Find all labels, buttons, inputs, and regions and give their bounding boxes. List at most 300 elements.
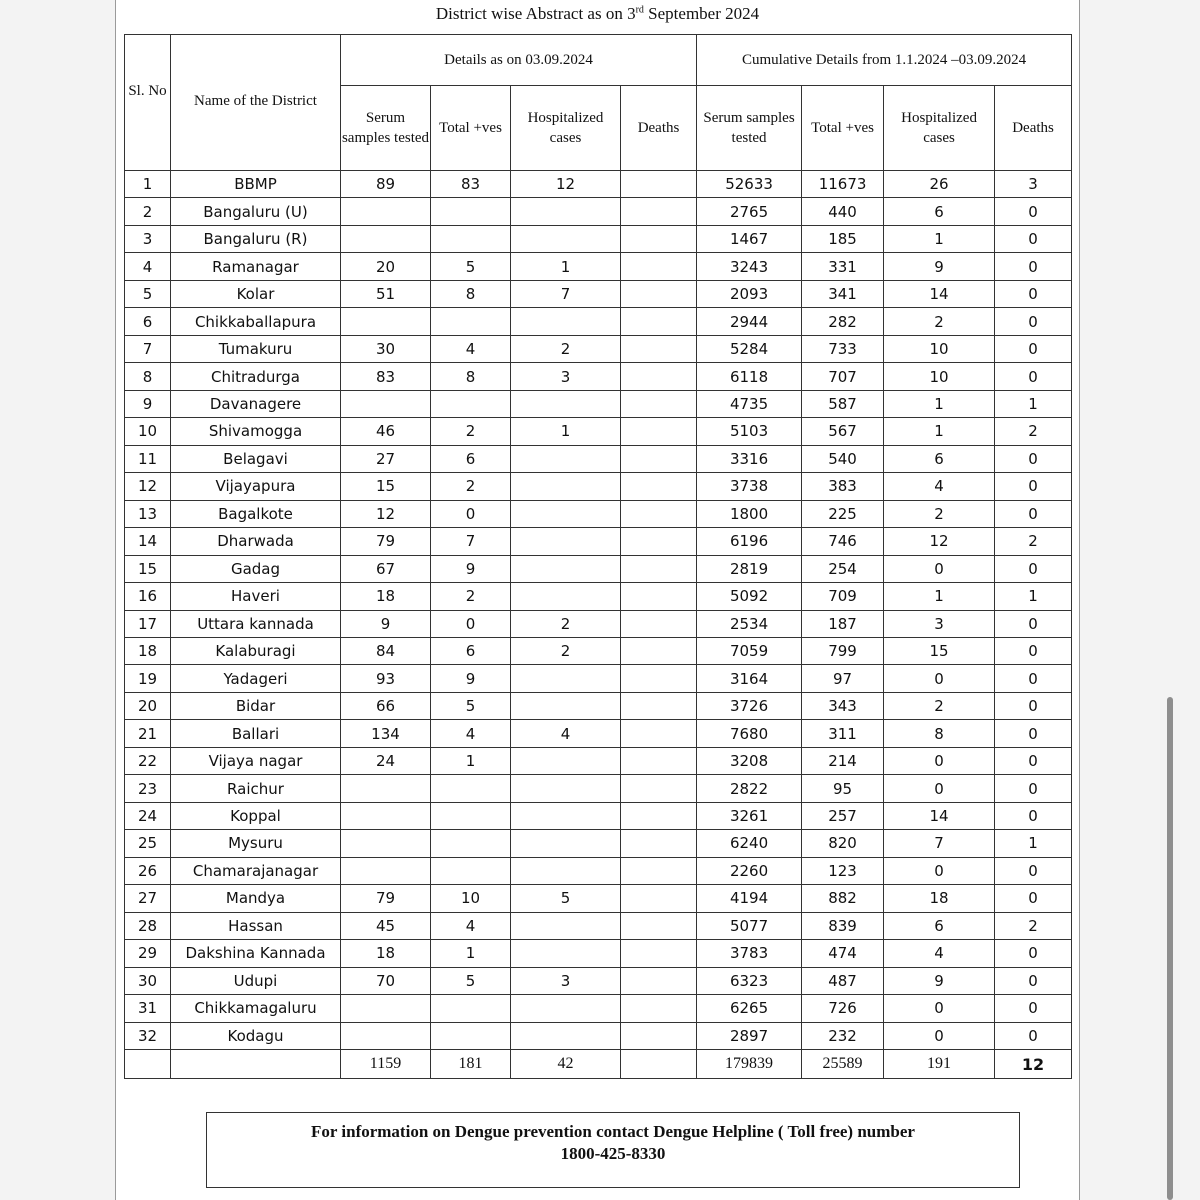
cell-total-ves-cumulative: 567 bbox=[802, 418, 884, 445]
header-cumulative-group: Cumulative Details from 1.1.2024 –03.09.2024 bbox=[697, 35, 1072, 86]
cell-deaths-cumulative: 0 bbox=[995, 692, 1072, 719]
cell-district: Vijaya nagar bbox=[171, 747, 341, 774]
cell-serum-daily: 70 bbox=[341, 967, 431, 994]
cell-serum-daily: 12 bbox=[341, 500, 431, 527]
cell-deaths-daily bbox=[621, 967, 697, 994]
cell-sl-no: 26 bbox=[125, 857, 171, 884]
total-total-ves-cumulative: 25589 bbox=[802, 1050, 884, 1079]
cell-deaths-daily bbox=[621, 747, 697, 774]
cell-hospitalized-cumulative: 12 bbox=[884, 528, 995, 555]
cell-serum-daily: 51 bbox=[341, 280, 431, 307]
cell-deaths-cumulative: 0 bbox=[995, 747, 1072, 774]
cell-serum-cumulative: 2822 bbox=[697, 775, 802, 802]
cell-serum-cumulative: 3726 bbox=[697, 692, 802, 719]
cell-deaths-daily bbox=[621, 363, 697, 390]
table-row bbox=[125, 363, 1072, 390]
cell-total-ves-daily: 5 bbox=[431, 692, 511, 719]
cell-deaths-daily bbox=[621, 940, 697, 967]
cell-deaths-cumulative: 0 bbox=[995, 198, 1072, 225]
cell-total-ves-cumulative: 709 bbox=[802, 583, 884, 610]
table-row bbox=[125, 528, 1072, 555]
cell-serum-daily bbox=[341, 802, 431, 829]
header-serum-daily: Serum samples tested bbox=[341, 86, 431, 171]
cell-district: BBMP bbox=[171, 171, 341, 198]
cell-deaths-daily bbox=[621, 885, 697, 912]
cell-total-ves-daily: 6 bbox=[431, 445, 511, 472]
cell-district: Chikkamagaluru bbox=[171, 995, 341, 1022]
cell-serum-daily: 83 bbox=[341, 363, 431, 390]
cell-district: Haveri bbox=[171, 583, 341, 610]
cell-total-ves-cumulative: 311 bbox=[802, 720, 884, 747]
table-row bbox=[125, 280, 1072, 307]
cell-hospitalized-daily bbox=[511, 308, 621, 335]
cell-total-ves-daily: 9 bbox=[431, 665, 511, 692]
cell-total-ves-daily: 8 bbox=[431, 363, 511, 390]
cell-district: Bangaluru (U) bbox=[171, 198, 341, 225]
helpline-number: 1800-425-8330 bbox=[560, 1144, 666, 1163]
cell-serum-cumulative: 5077 bbox=[697, 912, 802, 939]
cell-total-ves-cumulative: 839 bbox=[802, 912, 884, 939]
cell-total-ves-daily: 8 bbox=[431, 280, 511, 307]
cell-deaths-cumulative: 0 bbox=[995, 363, 1072, 390]
title-prefix: District wise Abstract as on 3 bbox=[435, 4, 636, 23]
cell-hospitalized-cumulative: 2 bbox=[884, 692, 995, 719]
cell-deaths-daily bbox=[621, 830, 697, 857]
cell-hospitalized-cumulative: 2 bbox=[884, 308, 995, 335]
cell-serum-cumulative: 6196 bbox=[697, 528, 802, 555]
cell-district: Yadageri bbox=[171, 665, 341, 692]
cell-serum-daily bbox=[341, 857, 431, 884]
cell-hospitalized-cumulative: 0 bbox=[884, 775, 995, 802]
cell-sl-no: 28 bbox=[125, 912, 171, 939]
cell-district: Shivamogga bbox=[171, 418, 341, 445]
cell-serum-daily: 67 bbox=[341, 555, 431, 582]
cell-hospitalized-cumulative: 0 bbox=[884, 665, 995, 692]
cell-total-ves-daily: 4 bbox=[431, 335, 511, 362]
cell-serum-daily: 134 bbox=[341, 720, 431, 747]
cell-deaths-cumulative: 0 bbox=[995, 802, 1072, 829]
cell-hospitalized-daily bbox=[511, 692, 621, 719]
cell-sl-no: 29 bbox=[125, 940, 171, 967]
cell-sl-no: 9 bbox=[125, 390, 171, 417]
cell-serum-daily: 45 bbox=[341, 912, 431, 939]
cell-hospitalized-cumulative: 18 bbox=[884, 885, 995, 912]
table-row bbox=[125, 802, 1072, 829]
cell-total-ves-daily: 0 bbox=[431, 500, 511, 527]
table-row bbox=[125, 225, 1072, 252]
cell-total-ves-cumulative: 882 bbox=[802, 885, 884, 912]
table-row bbox=[125, 747, 1072, 774]
cell-deaths-daily bbox=[621, 390, 697, 417]
cell-total-ves-cumulative: 185 bbox=[802, 225, 884, 252]
cell-deaths-daily bbox=[621, 280, 697, 307]
cell-deaths-daily bbox=[621, 198, 697, 225]
cell-serum-daily: 9 bbox=[341, 610, 431, 637]
cell-total-ves-daily: 6 bbox=[431, 637, 511, 664]
cell-district: Ramanagar bbox=[171, 253, 341, 280]
cell-district: Belagavi bbox=[171, 445, 341, 472]
cell-serum-daily: 20 bbox=[341, 253, 431, 280]
cell-total-ves-cumulative: 97 bbox=[802, 665, 884, 692]
cell-hospitalized-daily bbox=[511, 1022, 621, 1049]
cell-hospitalized-cumulative: 14 bbox=[884, 802, 995, 829]
cell-total-ves-daily: 1 bbox=[431, 747, 511, 774]
cell-deaths-cumulative: 0 bbox=[995, 610, 1072, 637]
total-hospitalized-cumulative: 191 bbox=[884, 1050, 995, 1079]
cell-serum-daily bbox=[341, 1022, 431, 1049]
cell-serum-cumulative: 1467 bbox=[697, 225, 802, 252]
cell-total-ves-cumulative: 799 bbox=[802, 637, 884, 664]
cell-district: Gadag bbox=[171, 555, 341, 582]
helpline-text: For information on Dengue prevention contact Dengue Helpline ( Toll free) number bbox=[311, 1122, 915, 1141]
cell-hospitalized-cumulative: 1 bbox=[884, 583, 995, 610]
header-total-ves-daily: Total +ves bbox=[431, 86, 511, 171]
header-total-ves-cumulative: Total +ves bbox=[802, 86, 884, 171]
cell-total-ves-daily bbox=[431, 830, 511, 857]
title-superscript: rd bbox=[635, 4, 644, 16]
total-serum-cumulative: 179839 bbox=[697, 1050, 802, 1079]
cell-hospitalized-cumulative: 0 bbox=[884, 857, 995, 884]
cell-district: Mysuru bbox=[171, 830, 341, 857]
cell-serum-cumulative: 1800 bbox=[697, 500, 802, 527]
total-serum-daily: 1159 bbox=[341, 1050, 431, 1079]
cell-hospitalized-daily bbox=[511, 555, 621, 582]
cell-sl-no: 3 bbox=[125, 225, 171, 252]
cell-sl-no: 22 bbox=[125, 747, 171, 774]
cell-serum-daily: 30 bbox=[341, 335, 431, 362]
total-sl-no bbox=[125, 1050, 171, 1079]
cell-hospitalized-cumulative: 7 bbox=[884, 830, 995, 857]
cell-district: Chikkaballapura bbox=[171, 308, 341, 335]
cell-hospitalized-daily: 12 bbox=[511, 171, 621, 198]
cell-district: Davanagere bbox=[171, 390, 341, 417]
cell-hospitalized-daily bbox=[511, 665, 621, 692]
cell-district: Udupi bbox=[171, 967, 341, 994]
cell-hospitalized-daily: 2 bbox=[511, 335, 621, 362]
cell-sl-no: 13 bbox=[125, 500, 171, 527]
table-row bbox=[125, 583, 1072, 610]
cell-hospitalized-cumulative: 14 bbox=[884, 280, 995, 307]
cell-hospitalized-daily bbox=[511, 225, 621, 252]
cell-total-ves-cumulative: 487 bbox=[802, 967, 884, 994]
cell-serum-daily: 84 bbox=[341, 637, 431, 664]
cell-hospitalized-daily bbox=[511, 775, 621, 802]
cell-total-ves-daily bbox=[431, 857, 511, 884]
table-row bbox=[125, 967, 1072, 994]
cell-deaths-cumulative: 0 bbox=[995, 280, 1072, 307]
cell-sl-no: 15 bbox=[125, 555, 171, 582]
cell-serum-daily bbox=[341, 390, 431, 417]
page-title bbox=[116, 4, 1079, 24]
cell-district: Chamarajanagar bbox=[171, 857, 341, 884]
cell-serum-cumulative: 3738 bbox=[697, 473, 802, 500]
total-total-ves-daily: 181 bbox=[431, 1050, 511, 1079]
cell-district: Ballari bbox=[171, 720, 341, 747]
header-deaths-cumulative: Deaths bbox=[995, 86, 1072, 171]
cell-district: Kalaburagi bbox=[171, 637, 341, 664]
cell-serum-cumulative: 3208 bbox=[697, 747, 802, 774]
cell-hospitalized-daily bbox=[511, 583, 621, 610]
cell-serum-daily bbox=[341, 198, 431, 225]
table-row bbox=[125, 720, 1072, 747]
total-deaths-daily bbox=[621, 1050, 697, 1079]
cell-sl-no: 17 bbox=[125, 610, 171, 637]
cell-sl-no: 14 bbox=[125, 528, 171, 555]
cell-sl-no: 21 bbox=[125, 720, 171, 747]
cell-total-ves-daily bbox=[431, 198, 511, 225]
cell-hospitalized-daily: 1 bbox=[511, 253, 621, 280]
cell-serum-daily: 46 bbox=[341, 418, 431, 445]
cell-deaths-cumulative: 3 bbox=[995, 171, 1072, 198]
cell-deaths-cumulative: 0 bbox=[995, 308, 1072, 335]
cell-deaths-daily bbox=[621, 555, 697, 582]
table-row bbox=[125, 308, 1072, 335]
cell-hospitalized-cumulative: 26 bbox=[884, 171, 995, 198]
cell-hospitalized-cumulative: 0 bbox=[884, 995, 995, 1022]
cell-total-ves-daily: 7 bbox=[431, 528, 511, 555]
cell-deaths-daily bbox=[621, 857, 697, 884]
table-row bbox=[125, 775, 1072, 802]
cell-deaths-daily bbox=[621, 308, 697, 335]
cell-serum-cumulative: 5284 bbox=[697, 335, 802, 362]
cell-total-ves-cumulative: 733 bbox=[802, 335, 884, 362]
cell-sl-no: 7 bbox=[125, 335, 171, 362]
cell-deaths-daily bbox=[621, 225, 697, 252]
cell-serum-daily: 66 bbox=[341, 692, 431, 719]
table-row bbox=[125, 335, 1072, 362]
cell-sl-no: 30 bbox=[125, 967, 171, 994]
cell-serum-daily: 27 bbox=[341, 445, 431, 472]
table-row bbox=[125, 198, 1072, 225]
cell-deaths-daily bbox=[621, 802, 697, 829]
cell-total-ves-daily: 83 bbox=[431, 171, 511, 198]
header-sl-no: Sl. No bbox=[125, 35, 171, 171]
cell-deaths-daily bbox=[621, 335, 697, 362]
table-row bbox=[125, 473, 1072, 500]
table-row bbox=[125, 940, 1072, 967]
cell-district: Bangaluru (R) bbox=[171, 225, 341, 252]
cell-total-ves-daily: 10 bbox=[431, 885, 511, 912]
cell-deaths-daily bbox=[621, 1022, 697, 1049]
cell-district: Chitradurga bbox=[171, 363, 341, 390]
cell-hospitalized-daily bbox=[511, 940, 621, 967]
cell-serum-daily: 79 bbox=[341, 528, 431, 555]
cell-sl-no: 31 bbox=[125, 995, 171, 1022]
header-serum-cumulative: Serum samples tested bbox=[697, 86, 802, 171]
cell-hospitalized-cumulative: 0 bbox=[884, 555, 995, 582]
cell-serum-cumulative: 6240 bbox=[697, 830, 802, 857]
cell-hospitalized-cumulative: 9 bbox=[884, 253, 995, 280]
cell-deaths-cumulative: 0 bbox=[995, 775, 1072, 802]
cell-deaths-daily bbox=[621, 528, 697, 555]
header-deaths-daily: Deaths bbox=[621, 86, 697, 171]
cell-sl-no: 8 bbox=[125, 363, 171, 390]
cell-sl-no: 32 bbox=[125, 1022, 171, 1049]
cell-serum-cumulative: 7680 bbox=[697, 720, 802, 747]
cell-total-ves-cumulative: 474 bbox=[802, 940, 884, 967]
cell-serum-cumulative: 3783 bbox=[697, 940, 802, 967]
cell-hospitalized-daily bbox=[511, 995, 621, 1022]
cell-serum-cumulative: 4194 bbox=[697, 885, 802, 912]
cell-serum-cumulative: 3164 bbox=[697, 665, 802, 692]
cell-serum-cumulative: 2765 bbox=[697, 198, 802, 225]
cell-total-ves-cumulative: 232 bbox=[802, 1022, 884, 1049]
cell-district: Bidar bbox=[171, 692, 341, 719]
cell-deaths-daily bbox=[621, 500, 697, 527]
cell-sl-no: 1 bbox=[125, 171, 171, 198]
cell-district: Uttara kannada bbox=[171, 610, 341, 637]
cell-total-ves-cumulative: 95 bbox=[802, 775, 884, 802]
cell-total-ves-cumulative: 746 bbox=[802, 528, 884, 555]
cell-total-ves-cumulative: 587 bbox=[802, 390, 884, 417]
cell-deaths-cumulative: 1 bbox=[995, 390, 1072, 417]
cell-serum-daily: 89 bbox=[341, 171, 431, 198]
cell-total-ves-cumulative: 254 bbox=[802, 555, 884, 582]
table-row bbox=[125, 995, 1072, 1022]
cell-hospitalized-daily bbox=[511, 500, 621, 527]
cell-deaths-cumulative: 2 bbox=[995, 418, 1072, 445]
table-row bbox=[125, 171, 1072, 198]
cell-serum-cumulative: 2819 bbox=[697, 555, 802, 582]
cell-serum-daily bbox=[341, 308, 431, 335]
cell-deaths-daily bbox=[621, 583, 697, 610]
cell-serum-daily bbox=[341, 225, 431, 252]
cell-total-ves-daily bbox=[431, 390, 511, 417]
totals-row bbox=[125, 1050, 1072, 1079]
cell-total-ves-daily bbox=[431, 802, 511, 829]
cell-serum-daily: 79 bbox=[341, 885, 431, 912]
cell-hospitalized-cumulative: 4 bbox=[884, 473, 995, 500]
cell-deaths-cumulative: 2 bbox=[995, 528, 1072, 555]
cell-district: Kodagu bbox=[171, 1022, 341, 1049]
cell-serum-cumulative: 3243 bbox=[697, 253, 802, 280]
cell-deaths-cumulative: 0 bbox=[995, 995, 1072, 1022]
total-district bbox=[171, 1050, 341, 1079]
header-details-group: Details as on 03.09.2024 bbox=[341, 35, 697, 86]
cell-sl-no: 25 bbox=[125, 830, 171, 857]
cell-hospitalized-cumulative: 1 bbox=[884, 390, 995, 417]
cell-total-ves-cumulative: 343 bbox=[802, 692, 884, 719]
cell-deaths-cumulative: 0 bbox=[995, 555, 1072, 582]
cell-total-ves-cumulative: 282 bbox=[802, 308, 884, 335]
title-suffix: September 2024 bbox=[643, 4, 760, 23]
cell-serum-daily bbox=[341, 995, 431, 1022]
cell-deaths-daily bbox=[621, 912, 697, 939]
table-row bbox=[125, 912, 1072, 939]
cell-total-ves-cumulative: 540 bbox=[802, 445, 884, 472]
cell-hospitalized-daily: 1 bbox=[511, 418, 621, 445]
cell-deaths-daily bbox=[621, 720, 697, 747]
cell-total-ves-daily: 4 bbox=[431, 912, 511, 939]
cell-hospitalized-daily bbox=[511, 473, 621, 500]
cell-hospitalized-cumulative: 1 bbox=[884, 418, 995, 445]
cell-serum-cumulative: 6118 bbox=[697, 363, 802, 390]
cell-deaths-cumulative: 0 bbox=[995, 253, 1072, 280]
cell-hospitalized-daily bbox=[511, 528, 621, 555]
cell-deaths-daily bbox=[621, 775, 697, 802]
cell-deaths-daily bbox=[621, 637, 697, 664]
cell-district: Kolar bbox=[171, 280, 341, 307]
cell-hospitalized-cumulative: 10 bbox=[884, 335, 995, 362]
cell-deaths-cumulative: 0 bbox=[995, 857, 1072, 884]
cell-serum-cumulative: 2093 bbox=[697, 280, 802, 307]
cell-deaths-cumulative: 0 bbox=[995, 500, 1072, 527]
cell-hospitalized-cumulative: 3 bbox=[884, 610, 995, 637]
header-district: Name of the District bbox=[171, 35, 341, 171]
cell-hospitalized-daily bbox=[511, 198, 621, 225]
cell-hospitalized-cumulative: 1 bbox=[884, 225, 995, 252]
cell-district: Dharwada bbox=[171, 528, 341, 555]
cell-hospitalized-daily: 2 bbox=[511, 637, 621, 664]
cell-deaths-cumulative: 0 bbox=[995, 720, 1072, 747]
helpline-info-box bbox=[206, 1112, 1020, 1188]
cell-deaths-cumulative: 0 bbox=[995, 940, 1072, 967]
cell-deaths-cumulative: 0 bbox=[995, 637, 1072, 664]
cell-deaths-daily bbox=[621, 995, 697, 1022]
table-row bbox=[125, 418, 1072, 445]
cell-sl-no: 4 bbox=[125, 253, 171, 280]
cell-deaths-cumulative: 1 bbox=[995, 583, 1072, 610]
cell-serum-daily bbox=[341, 775, 431, 802]
cell-total-ves-daily: 9 bbox=[431, 555, 511, 582]
cell-total-ves-daily: 5 bbox=[431, 253, 511, 280]
cell-sl-no: 18 bbox=[125, 637, 171, 664]
cell-hospitalized-cumulative: 6 bbox=[884, 912, 995, 939]
cell-total-ves-cumulative: 331 bbox=[802, 253, 884, 280]
cell-deaths-cumulative: 0 bbox=[995, 473, 1072, 500]
cell-deaths-cumulative: 2 bbox=[995, 912, 1072, 939]
cell-total-ves-daily bbox=[431, 308, 511, 335]
cell-hospitalized-daily: 7 bbox=[511, 280, 621, 307]
cell-total-ves-daily bbox=[431, 995, 511, 1022]
district-abstract-table bbox=[124, 34, 1072, 1079]
cell-total-ves-daily bbox=[431, 1022, 511, 1049]
cell-serum-daily: 15 bbox=[341, 473, 431, 500]
cell-total-ves-daily: 5 bbox=[431, 967, 511, 994]
cell-district: Mandya bbox=[171, 885, 341, 912]
cell-sl-no: 11 bbox=[125, 445, 171, 472]
cell-total-ves-cumulative: 341 bbox=[802, 280, 884, 307]
cell-sl-no: 2 bbox=[125, 198, 171, 225]
cell-total-ves-cumulative: 257 bbox=[802, 802, 884, 829]
cell-sl-no: 16 bbox=[125, 583, 171, 610]
cell-hospitalized-daily bbox=[511, 830, 621, 857]
cell-hospitalized-daily bbox=[511, 747, 621, 774]
cell-hospitalized-cumulative: 8 bbox=[884, 720, 995, 747]
cell-district: Bagalkote bbox=[171, 500, 341, 527]
cell-serum-daily: 93 bbox=[341, 665, 431, 692]
cell-sl-no: 19 bbox=[125, 665, 171, 692]
cell-serum-cumulative: 3316 bbox=[697, 445, 802, 472]
cell-total-ves-cumulative: 726 bbox=[802, 995, 884, 1022]
table-row bbox=[125, 555, 1072, 582]
table-row bbox=[125, 253, 1072, 280]
cell-hospitalized-cumulative: 0 bbox=[884, 747, 995, 774]
total-hospitalized-daily: 42 bbox=[511, 1050, 621, 1079]
vertical-scrollbar[interactable] bbox=[1167, 697, 1173, 1200]
cell-total-ves-cumulative: 123 bbox=[802, 857, 884, 884]
cell-serum-cumulative: 6323 bbox=[697, 967, 802, 994]
cell-sl-no: 20 bbox=[125, 692, 171, 719]
cell-total-ves-cumulative: 225 bbox=[802, 500, 884, 527]
table-row bbox=[125, 1022, 1072, 1049]
cell-hospitalized-daily: 3 bbox=[511, 363, 621, 390]
table-row bbox=[125, 610, 1072, 637]
cell-serum-cumulative: 3261 bbox=[697, 802, 802, 829]
table-row bbox=[125, 665, 1072, 692]
cell-district: Hassan bbox=[171, 912, 341, 939]
table-row bbox=[125, 445, 1072, 472]
